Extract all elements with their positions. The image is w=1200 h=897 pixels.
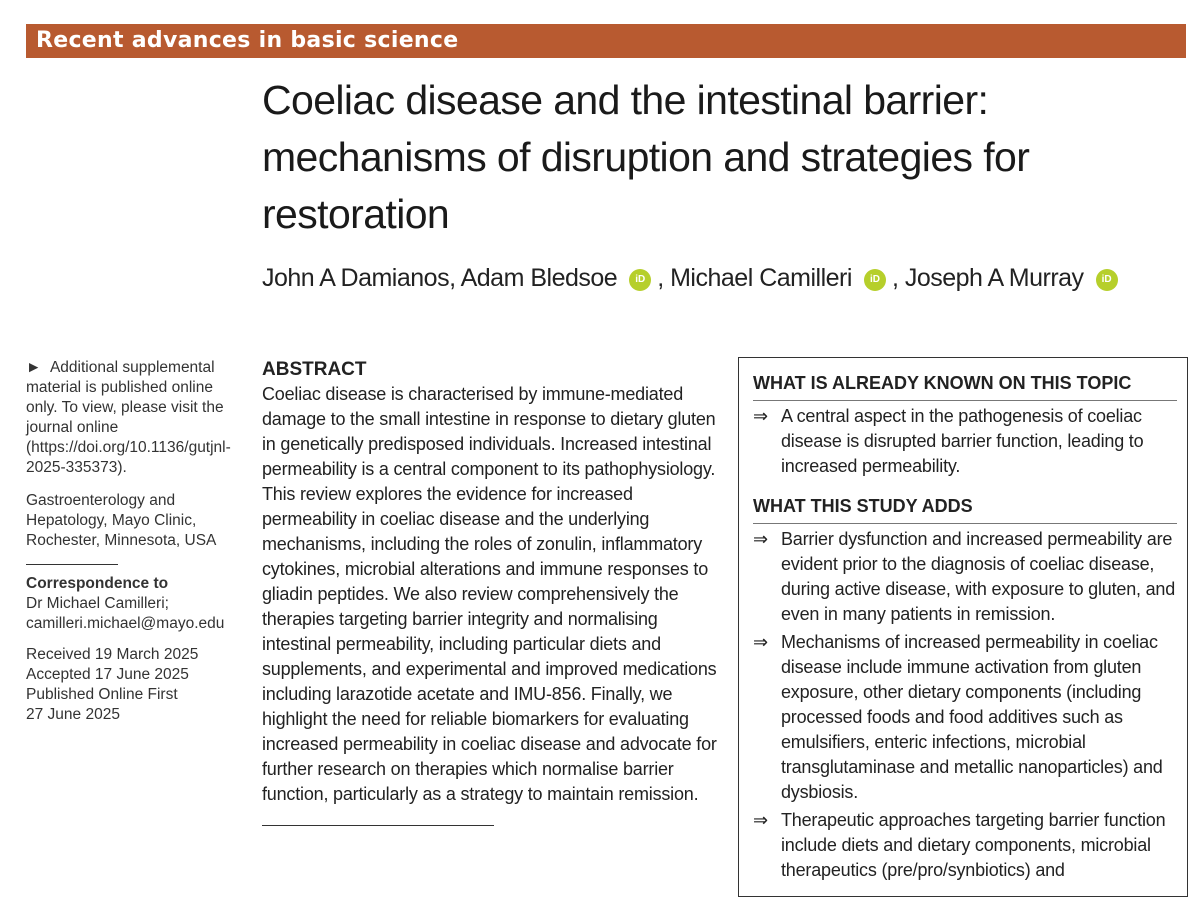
bullet-text: Therapeutic approaches targeting barrier function include diets and dietary components, microbial therapeutics (pre/pro/synbiotics) and xyxy=(781,810,1166,880)
author-name[interactable]: Adam Bledsoe xyxy=(460,264,618,292)
key-messages-box xyxy=(738,357,1188,897)
published-date: 27 June 2025 xyxy=(26,706,120,723)
author-separator: , xyxy=(657,264,671,292)
supplemental-text[interactable]: Additional supplemental material is published online only. To view, please visit the journal online (https://doi.org/10.1136/gutjnl-2025-335373). xyxy=(26,359,231,476)
correspondence-email[interactable]: camilleri.michael@mayo.edu xyxy=(26,615,225,632)
orcid-icon[interactable]: iD xyxy=(1096,269,1118,291)
double-arrow-icon: ⇒ xyxy=(753,406,768,426)
article-sidebar xyxy=(26,358,238,725)
list-item xyxy=(753,630,1187,805)
author-name[interactable]: John A Damianos xyxy=(262,264,450,292)
double-arrow-icon: ⇒ xyxy=(753,810,768,830)
supplemental-note xyxy=(26,358,238,478)
author-list xyxy=(262,258,1182,298)
known-heading: WHAT IS ALREADY KNOWN ON THIS TOPIC xyxy=(753,373,1132,393)
affiliation: Gastroenterology and Hepatology, Mayo Clinic, Rochester, Minnesota, USA xyxy=(26,492,217,549)
correspondence-name: Dr Michael Camilleri; xyxy=(26,595,169,612)
list-item xyxy=(753,527,1187,627)
bullet-text: Barrier dysfunction and increased permeability are evident prior to the diagnosis of coeliac disease, during active disease, with exposure to gluten, and even in many patients in remission. xyxy=(781,529,1176,624)
triangle-marker-icon: ► xyxy=(26,359,42,376)
adds-heading: WHAT THIS STUDY ADDS xyxy=(753,496,973,516)
abstract-section xyxy=(262,357,722,826)
abstract-text: Coeliac disease is characterised by immune-mediated damage to the small intestine in response to dietary gluten in genetically predisposed individuals. Increased intestinal permeability is a central component to its pathophysiology. This review explores the evidence for increased permeability in coeliac disease and the underlying mechanisms, including the roles of zonulin, inflammatory cytokines, microbial alterations and immune responses to gliadin peptides. We also review comprehensively the therapies targeting barrier integrity and normalising intestinal permeability, including particular diets and supplements, and experimental and improved medications including larazotide acetate and IMU-856. Finally, we highlight the need for reliable biomarkers for evaluating increased permeability in coeliac disease and advocate for further research on therapies which normalise barrier function, particularly as a strategy to maintain remission. xyxy=(262,384,717,804)
bullet-text: A central aspect in the pathogenesis of coeliac disease is disrupted barrier function, leading to increased permeability. xyxy=(781,406,1144,476)
abstract-heading: ABSTRACT xyxy=(262,359,367,380)
received-date: Received 19 March 2025 xyxy=(26,646,199,663)
list-item xyxy=(753,808,1187,883)
bullet-text: Mechanisms of increased permeability in coeliac disease include immune activation from gluten exposure, other dietary components (including processed foods and food additives such as emulsifiers, enteric infections, microbial transglutaminase and metallic nanoparticles) and dysbiosis. xyxy=(781,632,1163,802)
correspondence-heading: Correspondence to xyxy=(26,575,169,592)
orcid-icon[interactable]: iD xyxy=(629,269,651,291)
divider xyxy=(753,400,1177,401)
article-title: Coeliac disease and the intestinal barrier: mechanisms of disruption and strategies for restoration xyxy=(262,77,1030,237)
orcid-icon[interactable]: iD xyxy=(864,269,886,291)
published-label: Published Online First xyxy=(26,686,178,703)
author-name[interactable]: Michael Camilleri xyxy=(670,264,852,292)
divider xyxy=(26,564,118,565)
accepted-date: Accepted 17 June 2025 xyxy=(26,666,189,683)
list-item xyxy=(753,404,1187,479)
author-name[interactable]: Joseph A Murray xyxy=(904,264,1084,292)
author-separator: , xyxy=(891,264,905,292)
double-arrow-icon: ⇒ xyxy=(753,529,768,549)
divider xyxy=(262,825,494,826)
author-separator: , xyxy=(449,264,461,292)
section-banner: Recent advances in basic science xyxy=(26,24,1186,58)
double-arrow-icon: ⇒ xyxy=(753,632,768,652)
divider xyxy=(753,523,1177,524)
